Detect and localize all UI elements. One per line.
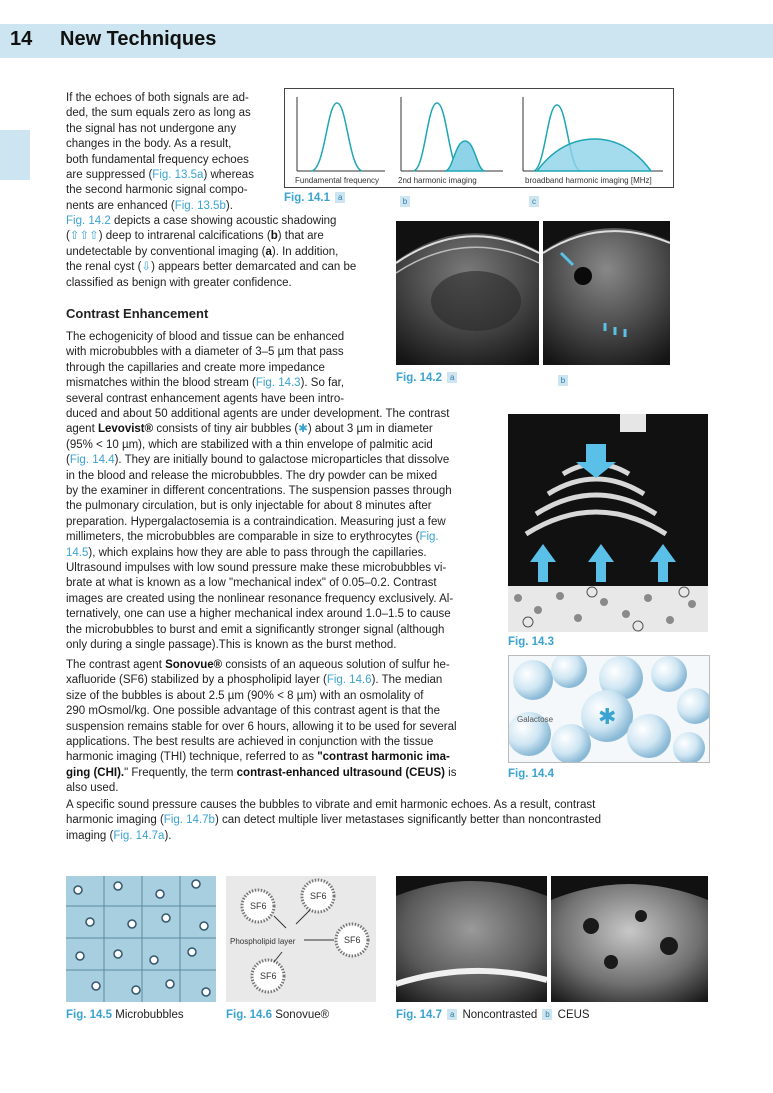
section-heading: Contrast Enhancement	[66, 306, 209, 321]
figure-14-2-caption: Fig. 14.2 a	[396, 372, 459, 384]
sf6-label: SF6	[344, 935, 361, 945]
panel-label: broadband harmonic imaging [MHz]	[525, 176, 652, 185]
sf6-label: SF6	[250, 901, 267, 911]
paragraph-4: duced and about 50 additional agents are under development. The contrast agent Levovist® consists of tiny air bubbles (✱) about 3 µm in diameter (95% < 10 µm), which are stabilized with a thin envelope of palmitic acid (Fig. 14.4). They are initially bound to galactose microparticles that dissolve in the blood and release the microbubbles. The dry powder can be mixed by the examiner in different concentrations. The suspension passes through the pulmonary circulation, but is only injectable for about 8 minutes after preparation. Hypergalactosemia is a contraindication. Measuring just a few millimeters, the microbubbles are comparable in size to erythrocytes (Fig. 14.5), which explains how they are able to pass through the capillaries. Ultrasound impulses with low sound pressure make these microbubbles vi- brate at what is known as a low "mechanical index" of 0.05–0.2. Contrast images are created using the nonlinear resonance frequency exclusively. Al- ternatively, one can use a higher mechanical index around 1.0–1.5 to cause the microbubbles to burst and emit a significantly stronger signal (although only during a single passage).This is known as the burst method.	[66, 408, 454, 652]
figure-14-4-caption: Fig. 14.4	[508, 768, 555, 780]
sf6-label: SF6	[310, 891, 327, 901]
fig-ref: Fig. 14.7b	[163, 814, 215, 827]
paragraph-5: The contrast agent Sonovue® consists of an aqueous solution of sulfur he- xafluoride (SF6) stabilized by a phospholipid layer (Fig. 14.6). The median size of the bubbles is about 2.5 µm (90% < 8 µm) with an osmolality of 290 mOsmol/kg. One possible advantage of this contrast agent is that the suspension remains stable for over 6 hours, allowing it to be used for several applications. The best results are achieved in conjunction with the tissue harmonic imaging (THI) technique, referred to as "contrast harmonic ima- ging (CHI)." Frequently, the term contrast-enhanced ultrasound (CEUS) is also used.	[66, 659, 457, 795]
panel-tag: b	[400, 196, 410, 207]
figure-14-7-image-b	[551, 876, 708, 1002]
phospholipid-label: Phospholipid layer	[230, 937, 296, 946]
fig-ref: 14.5	[66, 546, 89, 559]
fig-ref: Fig. 13.5b	[174, 199, 226, 212]
figure-14-7-caption: Fig. 14.7 a Noncontrasted b CEUS	[396, 1009, 590, 1021]
galactose-label: Galactose	[517, 715, 554, 724]
figure-14-5-image	[66, 876, 216, 1002]
frequency-curves-illustration	[285, 89, 673, 187]
fig-ref: Fig. 14.4	[69, 454, 115, 467]
panel-label: 2nd harmonic imaging	[398, 176, 477, 185]
page-header	[0, 24, 773, 58]
fig-ref: Fig. 14.7a	[113, 829, 165, 842]
paragraph-1: If the echoes of both signals are ad- ded, the sum equals zero as long as the signal has not undergone any changes in the body. As a result, both fundamental frequency echoes are suppressed (Fig. 13.5a) whereas the second harmonic signal compo- nents are enhanced (Fig. 13.5b).	[66, 92, 254, 212]
thumb-index-tab	[0, 130, 30, 180]
paragraph-3: The echogenicity of blood and tissue can be enhanced with microbubbles with a diameter of 3–5 µm that pass through the capillaries and create more impedance mismatches within the blood stream (Fig. 14.3). So far, several contrast enhancement agents have been intro-	[66, 331, 345, 405]
figure-14-4-illustration	[508, 655, 710, 763]
figure-14-3-illustration	[508, 414, 708, 632]
paragraph-2: Fig. 14.2 depicts a case showing acoustic shadowing (⇧⇧⇧) deep to intrarenal calcifications (b) that are undetectable by conventional imaging (a). In addition, the renal cyst (⇩) appears better demarcated and can be classified as benign with greater confidence.	[66, 215, 357, 289]
figure-14-6-illustration	[226, 876, 376, 1002]
figure-14-3-caption: Fig. 14.3	[508, 636, 555, 648]
figure-14-1	[284, 88, 674, 188]
bubble-glyph: ✱	[298, 423, 308, 436]
bubble-marker-icon: ✱	[598, 704, 617, 729]
fig-ref: Fig.	[419, 531, 439, 544]
figure-14-1-caption: Fig. 14.1 a	[284, 192, 347, 204]
figure-14-2-image-b	[543, 221, 670, 365]
figure-14-6-caption: Fig. 14.6 Sonovue®	[226, 1009, 330, 1021]
panel-tag: b	[558, 375, 568, 386]
figure-14-2-image-a	[396, 221, 539, 365]
arrow-glyph: ⇧⇧⇧	[69, 230, 99, 243]
panel-label: Fundamental frequency	[295, 176, 380, 185]
arrow-glyph: ⇩	[141, 261, 152, 274]
panel-tag: c	[529, 196, 539, 207]
fig-ref: Fig. 14.3	[255, 377, 301, 390]
page-number: 14	[10, 28, 33, 50]
fig-ref: Fig. 14.6	[326, 674, 372, 687]
fig-ref: Fig. 14.2	[66, 215, 111, 227]
fig-ref: Fig. 13.5a	[152, 169, 204, 182]
figure-14-7-image-a	[396, 876, 547, 1002]
paragraph-6: A specific sound pressure causes the bubbles to vibrate and emit harmonic echoes. As a result, contrast harmonic imaging (Fig. 14.7b) can detect multiple liver metastases significantly better than noncontrasted imaging (Fig. 14.7a).	[66, 799, 602, 842]
chapter-title: New Techniques	[60, 28, 217, 50]
figure-14-5-caption: Fig. 14.5 Microbubbles	[66, 1009, 184, 1021]
sf6-label: SF6	[260, 971, 277, 981]
